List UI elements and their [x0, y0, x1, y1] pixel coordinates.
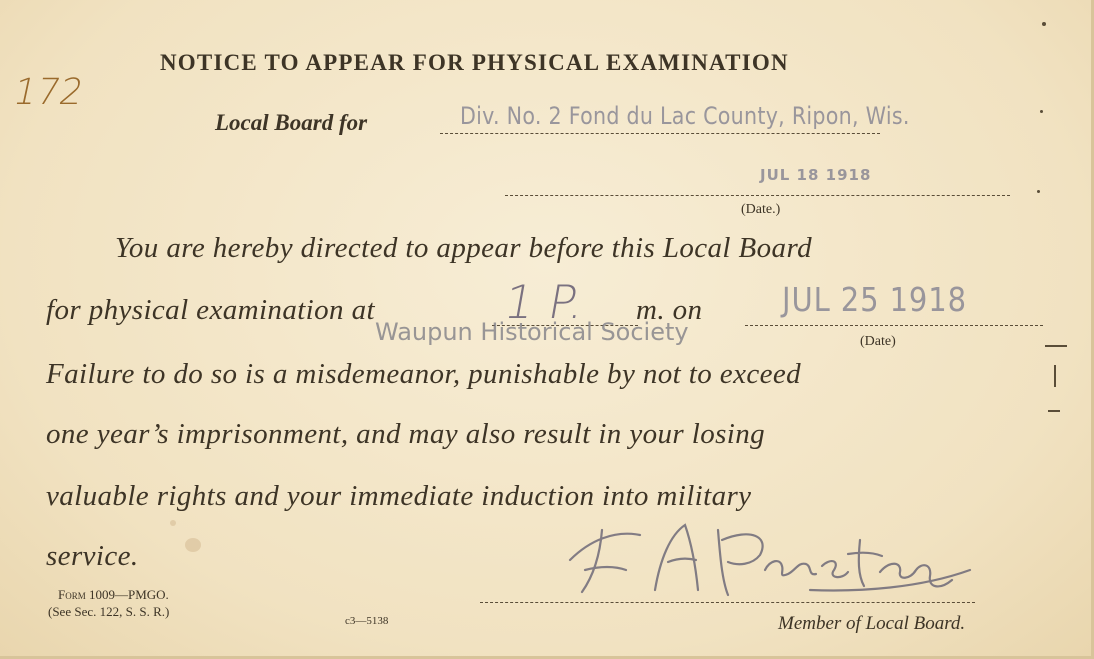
body-line-1: You are hereby directed to appear before this Local Board [115, 232, 812, 264]
stain-spot [170, 520, 176, 526]
body-line-4: one year’s imprisonment, and may also result in your losing [46, 418, 766, 450]
notice-title: NOTICE TO APPEAR FOR PHYSICAL EXAMINATION [160, 50, 789, 75]
exam-date-stamp: JUL 25 1918 [782, 280, 968, 319]
local-board-line [440, 133, 880, 134]
form-reference: (See Sec. 122, S. S. R.) [48, 604, 170, 619]
edge-mark [1045, 345, 1067, 347]
edge-mark [1054, 365, 1056, 387]
watermark-text: Waupun Historical Society [375, 318, 689, 346]
body-line-3: Failure to do so is a misdemeanor, punishable by not to exceed [46, 358, 802, 390]
body-line-2-start: for physical examination at [46, 294, 375, 326]
issue-date-line [505, 195, 1010, 196]
signer-role: Member of Local Board. [778, 613, 966, 634]
handwritten-number: 172 [9, 72, 88, 113]
stain-spot [185, 538, 201, 552]
edge-speck [1040, 110, 1043, 113]
local-board-stamp: Div. No. 2 Fond du Lac County, Ripon, Wis. [460, 102, 910, 130]
local-board-label: Local Board for [215, 110, 368, 135]
body-line-2-mid: m. on [636, 294, 703, 326]
edge-speck [1042, 22, 1046, 26]
issue-date-stamp: JUL 18 1918 [760, 166, 872, 184]
body-line-5: valuable rights and your immediate induction into military [46, 480, 752, 512]
issue-date-label: (Date.) [741, 202, 781, 217]
exam-date-label: (Date) [860, 334, 896, 349]
handwritten-time: 1 P. [500, 275, 589, 329]
signature-image [560, 500, 980, 600]
signature-line [480, 602, 975, 603]
body-line-6: service. [46, 540, 139, 572]
form-number: Form 1009—PMGO. [58, 587, 169, 602]
print-code: c3—5138 [345, 615, 389, 627]
edge-speck [1037, 190, 1040, 193]
edge-mark [1048, 410, 1060, 412]
exam-date-line [745, 325, 1043, 326]
